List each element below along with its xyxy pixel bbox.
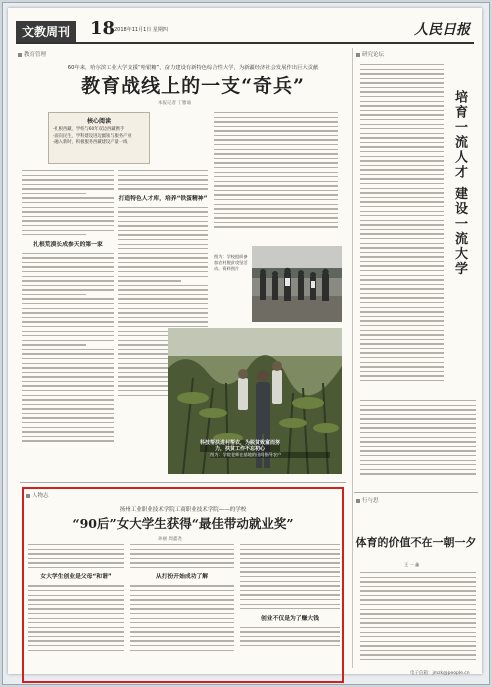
- page-number: 18: [90, 18, 116, 39]
- subhead-2: 打造特色人才库，培养“铁蛋精神”: [118, 195, 208, 202]
- main-column-1: [22, 170, 114, 478]
- subhead-1: 扎根荒漠长成参天的第一家: [33, 241, 103, 248]
- key-point-3: ·融入新时，积极服务西藏建设产量一线: [53, 140, 128, 145]
- profile-subhead-2: 从打扮开始成功了解: [155, 574, 209, 581]
- key-point-2: ·面向民生，学科建设进边疆领与服务产业: [53, 133, 132, 139]
- section-label-people: 人物志: [26, 491, 49, 499]
- profile-byline: 孙丽 周鑫尧: [158, 537, 182, 542]
- section-label-research: 研究论坛: [356, 50, 384, 58]
- main-byline: 本报记者 丁雅诵: [158, 101, 191, 106]
- sidebar-author: 王 一 鑫: [404, 562, 420, 567]
- photo-caption-2: 图为：学院老师在基地的田间指导农户: [210, 452, 330, 458]
- newspaper-logo: 人民日报: [414, 22, 470, 38]
- subhead-3: 科技帮扶进村帮农，为脱贫致富而努力，扶贫工作不忘初心: [200, 440, 281, 452]
- profile-subhead-1: 女大学生创业是父母“和谐”: [40, 574, 112, 581]
- walk-column-text: [360, 572, 476, 668]
- profile-column-1: [28, 544, 124, 678]
- photo-group-field: [252, 246, 342, 322]
- main-lead: 60年来，哈尔滨工业大学支援“哈银糖”，奋力建设有新特色综合性大学，为新疆经济社会发展作出巨大贡献: [67, 65, 319, 71]
- footer-email: 电子信箱：jmzk@people.cn: [410, 671, 470, 676]
- profile-column-3: [240, 544, 340, 678]
- key-points-title: 核心阅读: [86, 118, 111, 125]
- section-label-walk: 行与思: [356, 496, 379, 504]
- research-column-text-2: [360, 400, 476, 486]
- sidebar-column-title: 体育的价值不在一朝一夕: [355, 536, 477, 549]
- issue-date: 2018年11月1日 星期四: [114, 27, 168, 33]
- main-column-3: [214, 112, 338, 238]
- newspaper-page: [8, 8, 482, 674]
- key-point-1: ·扎根西藏，学校与60年双边西藏携手: [53, 127, 125, 132]
- main-headline: 教育战线上的一支“奇兵”: [81, 75, 305, 97]
- key-points-box: [48, 112, 150, 164]
- sidebar-vertical-title: 培育一流人才 建设一流大学: [452, 90, 467, 277]
- profile-subhead-3: 创业不仅是为了赚大钱: [261, 615, 319, 622]
- masthead: [16, 18, 474, 44]
- photo-caption-1: 图为：学校组织参加农村脱贫攻坚活动。资料图片: [214, 254, 248, 271]
- profile-lead: 扬州工业职业技术学院工商职业技术学院——的学校: [119, 507, 247, 513]
- profile-headline: “90后”女大学生获得“最佳带动就业奖”: [72, 516, 294, 531]
- section-label-education: 教育管理: [18, 50, 46, 58]
- profile-column-2: [130, 544, 234, 678]
- research-column-text: [360, 64, 444, 394]
- section-title: 文教周刊: [16, 21, 76, 42]
